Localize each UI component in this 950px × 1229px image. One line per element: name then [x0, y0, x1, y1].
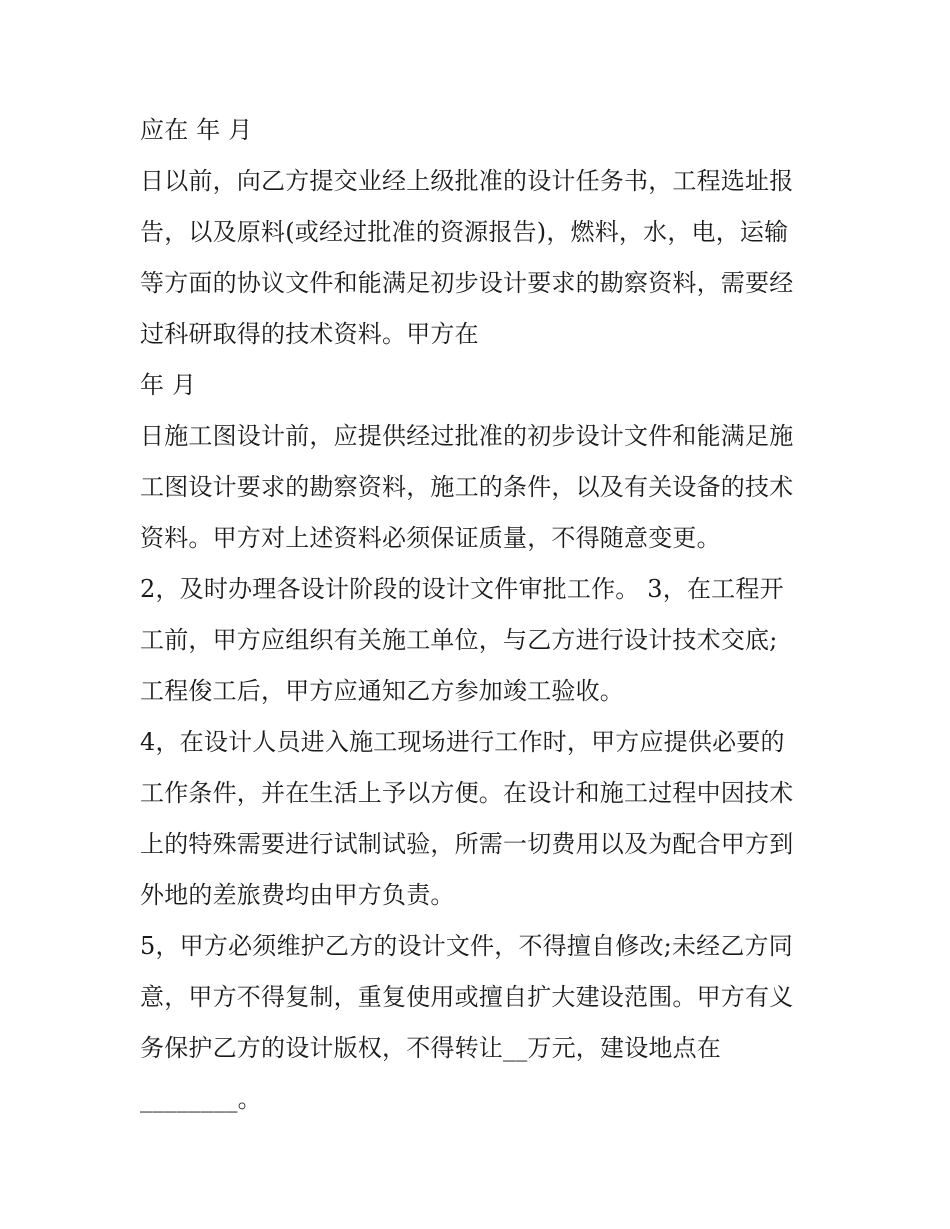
text-line: 年 月	[140, 371, 197, 399]
text-line: ________。	[140, 1085, 262, 1113]
text-line: 工前，甲方应组织有关施工单位，与乙方进行设计技术交底;	[140, 626, 778, 654]
text-line: 工程俊工后，甲方应通知乙方参加竣工验收。	[140, 677, 624, 705]
text-line: 2，及时办理各设计阶段的设计文件审批工作。 3，在工程开	[140, 575, 784, 603]
text-line: 日以前，向乙方提交业经上级批准的设计任务书，工程选址报	[140, 167, 794, 195]
text-line: 工图设计要求的勘察资料，施工的条件，以及有关设备的技术	[140, 473, 794, 501]
text-line: 等方面的协议文件和能满足初步设计要求的勘察资料，需要经	[140, 269, 794, 297]
text-line: 5，甲方必须维护乙方的设计文件，不得擅自修改;未经乙方同	[140, 932, 793, 960]
document-body	[140, 108, 820, 1128]
text-line: 告，以及原料(或经过批准的资源报告)，燃料，水，电，运输	[140, 218, 789, 246]
text-line: 工作条件，并在生活上予以方便。在设计和施工过程中因技术	[140, 779, 794, 807]
text-line: 意，甲方不得复制，重复使用或擅自扩大建设范围。甲方有义	[140, 983, 794, 1011]
text-line: 外地的差旅费均由甲方负责。	[140, 881, 455, 909]
text-line: 务保护乙方的设计版权，不得转让__万元，建设地点在	[140, 1034, 721, 1062]
text-line: 应在 年 月	[140, 116, 253, 144]
text-line: 过科研取得的技术资料。甲方在	[140, 320, 479, 348]
text-line: 日施工图设计前，应提供经过批准的初步设计文件和能满足施	[140, 422, 794, 450]
text-line: 资料。甲方对上述资料必须保证质量，不得随意变更。	[140, 524, 721, 552]
text-line: 上的特殊需要进行试制试验，所需一切费用以及为配合甲方到	[140, 830, 794, 858]
text-line: 4，在设计人员进入施工现场进行工作时，甲方应提供必要的	[140, 728, 785, 756]
